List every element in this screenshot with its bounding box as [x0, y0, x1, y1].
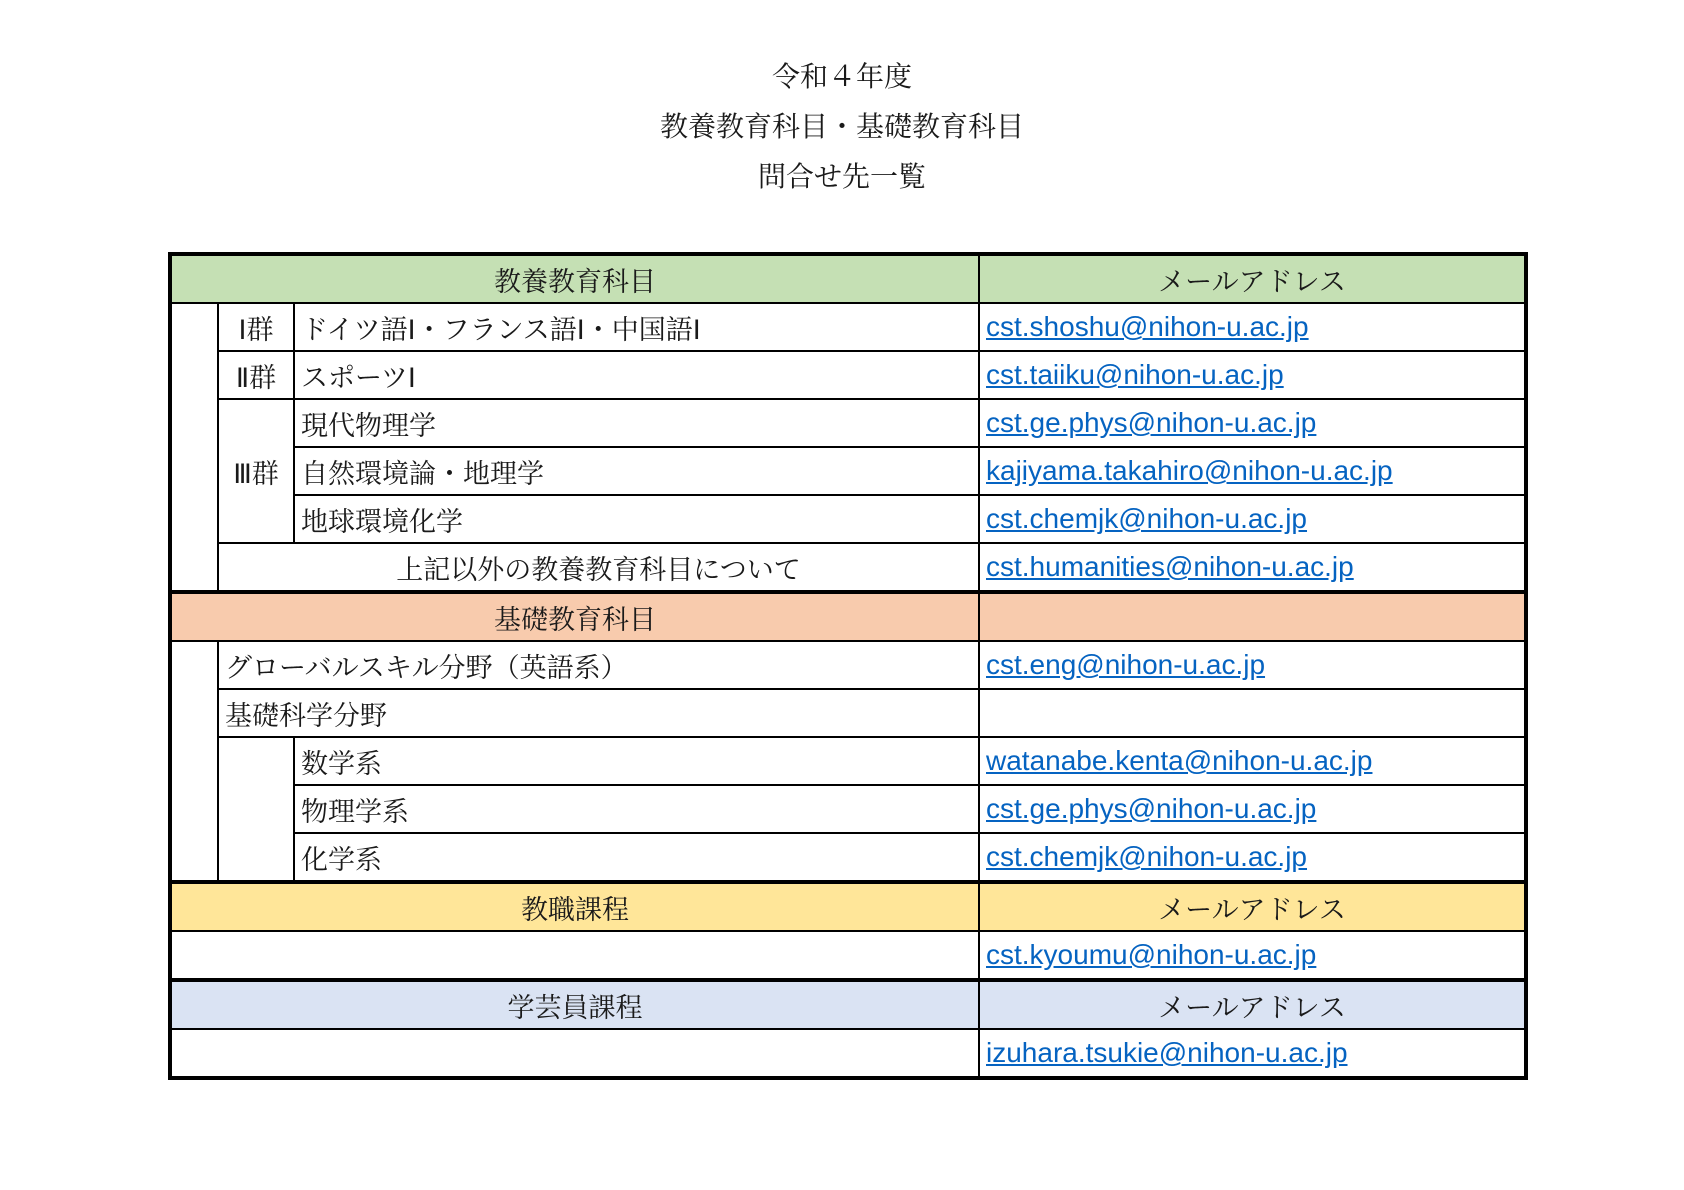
table-row [170, 543, 1526, 592]
title-year: 令和４年度 [771, 60, 912, 93]
mail-cell [979, 399, 1526, 447]
basic-header-row [170, 592, 1526, 641]
mail-link[interactable]: cst.ge.phys@nihon-u.ac.jp [986, 407, 1317, 438]
mail-cell [979, 495, 1526, 543]
table-row [170, 641, 1526, 689]
liberal-header: 教養教育科目 [170, 254, 979, 303]
subject-cell: グローバルスキル分野（英語系） [218, 641, 979, 689]
subject-cell: 現代物理学 [294, 399, 979, 447]
mail-link[interactable]: kajiyama.takahiro@nihon-u.ac.jp [986, 455, 1393, 486]
table-row [170, 833, 1526, 882]
mail-link[interactable]: watanabe.kenta@nihon-u.ac.jp [986, 745, 1373, 776]
mail-cell [979, 303, 1526, 351]
table-row [170, 785, 1526, 833]
teaching-header: 教職課程 [170, 882, 979, 931]
group-label: Ⅱ群 [218, 351, 294, 399]
basic-header: 基礎教育科目 [170, 592, 979, 641]
title-subjects: 教養教育科目・基礎教育科目 [659, 110, 1024, 143]
mail-header: メールアドレス [979, 882, 1526, 931]
liberal-header-row [170, 254, 1526, 303]
teaching-header-row [170, 882, 1526, 931]
contact-table [168, 252, 1528, 1080]
mail-cell-blank [979, 689, 1526, 737]
mail-header: メールアドレス [979, 980, 1526, 1029]
table-row [170, 689, 1526, 737]
mail-cell [979, 641, 1526, 689]
table-row [170, 303, 1526, 351]
mail-link[interactable]: cst.chemjk@nihon-u.ac.jp [986, 841, 1308, 872]
subject-cell-blank [170, 1029, 979, 1078]
document-title [0, 52, 1684, 202]
table-row [170, 447, 1526, 495]
mail-cell [979, 1029, 1526, 1078]
subject-cell: 化学系 [294, 833, 979, 882]
indent-cell [218, 737, 294, 882]
mail-link[interactable]: izuhara.tsukie@nihon-u.ac.jp [986, 1037, 1348, 1068]
table-row [170, 495, 1526, 543]
table-row [170, 351, 1526, 399]
table-row [170, 737, 1526, 785]
subject-cell: 数学系 [294, 737, 979, 785]
mail-cell [979, 543, 1526, 592]
title-contact-list: 問合せ先一覧 [757, 160, 926, 193]
curator-header-row [170, 980, 1526, 1029]
basic-header-blank [979, 592, 1526, 641]
mail-link[interactable]: cst.kyoumu@nihon-u.ac.jp [986, 939, 1317, 970]
mail-link[interactable]: cst.ge.phys@nihon-u.ac.jp [986, 793, 1317, 824]
subject-cell: 自然環境論・地理学 [294, 447, 979, 495]
table-row [170, 399, 1526, 447]
mail-link[interactable]: cst.eng@nihon-u.ac.jp [986, 649, 1266, 680]
mail-cell [979, 351, 1526, 399]
curator-header: 学芸員課程 [170, 980, 979, 1029]
subject-cell: 上記以外の教養教育科目について [218, 543, 979, 592]
group-label: Ⅲ群 [218, 399, 294, 543]
table-row [170, 1029, 1526, 1078]
mail-link[interactable]: cst.taiiku@nihon-u.ac.jp [986, 359, 1284, 390]
mail-cell [979, 833, 1526, 882]
subject-cell-blank [170, 931, 979, 980]
subject-cell: 地球環境化学 [294, 495, 979, 543]
subject-cell: ドイツ語Ⅰ・フランス語Ⅰ・中国語Ⅰ [294, 303, 979, 351]
group-label: Ⅰ群 [218, 303, 294, 351]
subject-cell: 物理学系 [294, 785, 979, 833]
mail-link[interactable]: cst.chemjk@nihon-u.ac.jp [986, 503, 1308, 534]
mail-cell [979, 447, 1526, 495]
mail-cell [979, 931, 1526, 980]
mail-cell [979, 737, 1526, 785]
indent-cell [170, 641, 218, 882]
mail-header: メールアドレス [979, 254, 1526, 303]
subject-cell: 基礎科学分野 [218, 689, 979, 737]
subject-cell: スポーツⅠ [294, 351, 979, 399]
mail-cell [979, 785, 1526, 833]
table-row [170, 931, 1526, 980]
indent-cell [170, 303, 218, 592]
mail-link[interactable]: cst.humanities@nihon-u.ac.jp [986, 551, 1354, 582]
mail-link[interactable]: cst.shoshu@nihon-u.ac.jp [986, 311, 1309, 342]
